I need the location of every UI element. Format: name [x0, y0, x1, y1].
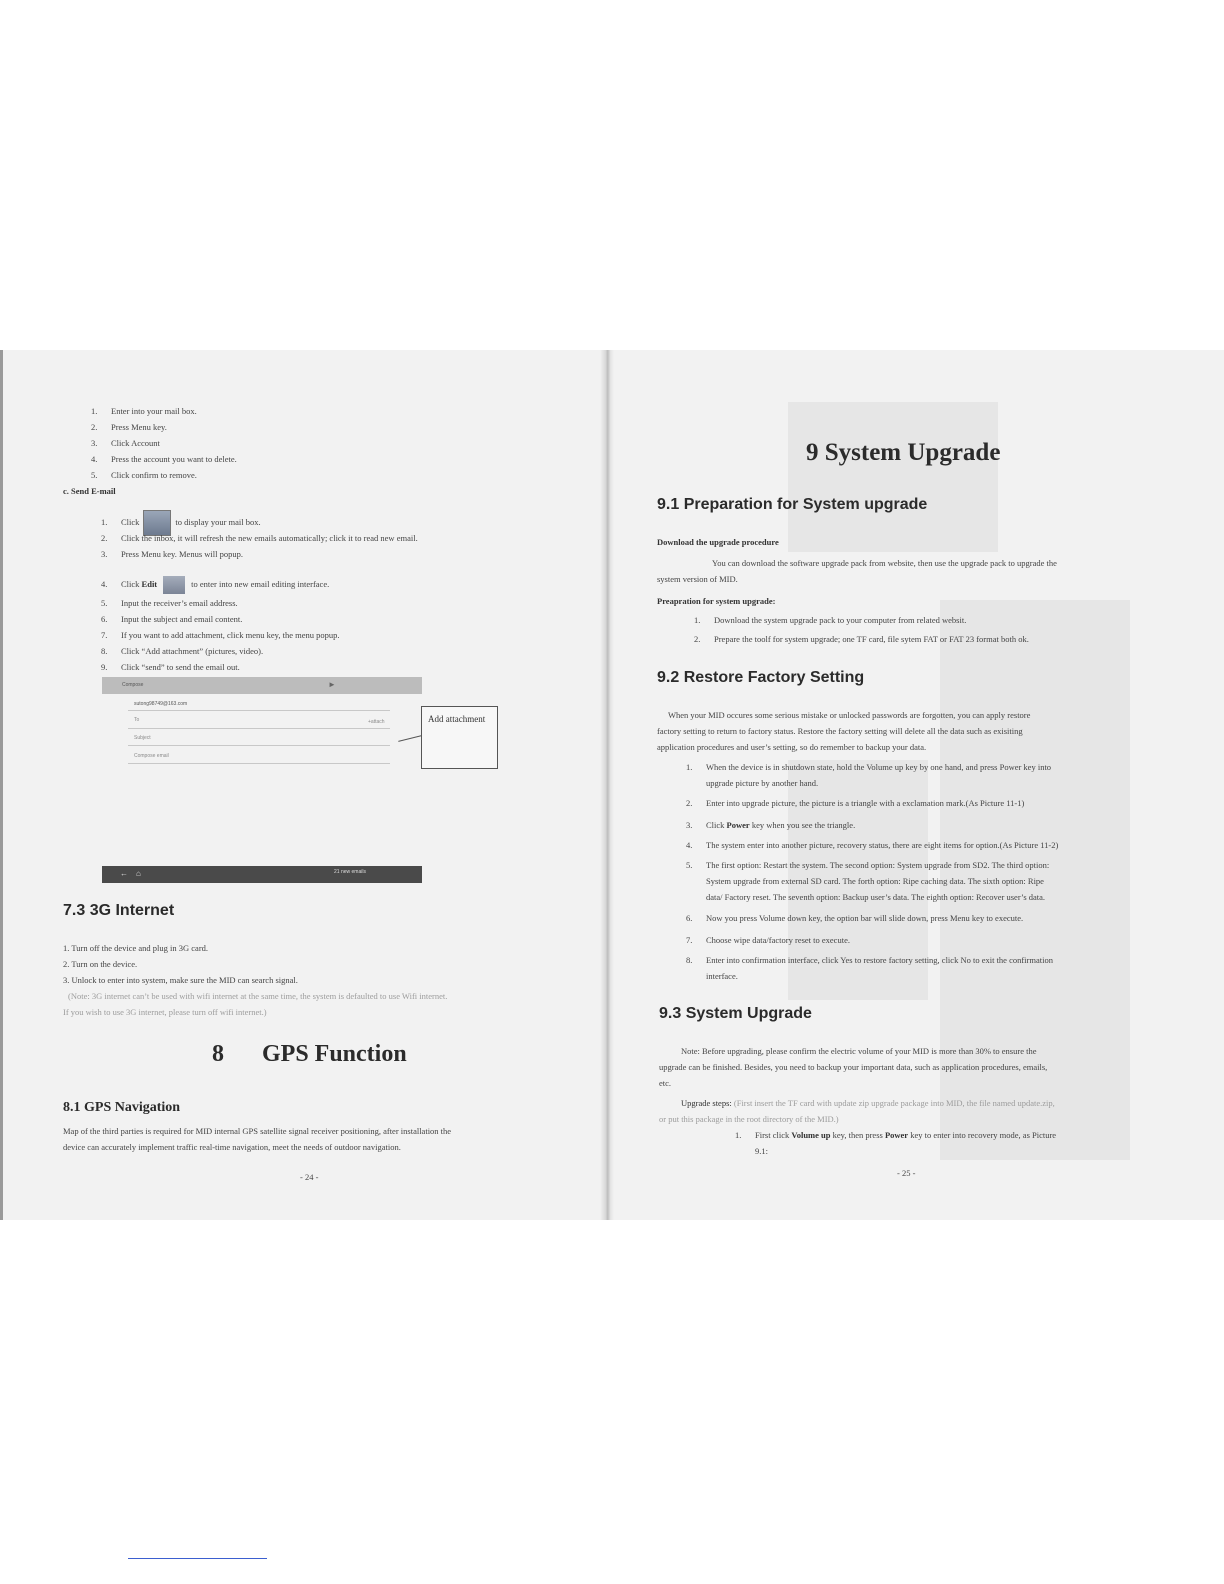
paragraph-line: Note: Before upgrading, please confirm the electric volume of your MID is more than 30% to ensure the — [681, 1046, 1037, 1056]
list-item: 6. Now you press Volume down key, the option bar will slide down, press Menu key to execute. — [686, 913, 1024, 923]
paragraph-line: You can download the software upgrade pack from website, then use the upgrade pack to upgrade the — [712, 558, 1057, 568]
page-number: - 24 - — [300, 1172, 319, 1182]
divider — [128, 728, 390, 729]
list-item: 1. First click Volume up key, then press Power key to enter into recovery mode, as Picture — [735, 1130, 1057, 1140]
list-item: interface. — [706, 971, 738, 981]
home-icon: ⌂ — [136, 869, 141, 878]
list-item: System upgrade from external SD card. The forth option: Ripe caching data. The sixth option: Ripe — [706, 876, 1044, 886]
divider — [128, 763, 390, 764]
list-item: 6. Input the subject and email content. — [101, 614, 243, 624]
section-title: 8.1 GPS Navigation — [63, 1100, 181, 1115]
paragraph-line: or put this package in the root directory of the MID.) — [659, 1114, 839, 1124]
section-title: 9.3 System Upgrade — [659, 1005, 812, 1022]
paragraph-line: factory setting to return to factory status. Restore the factory setting will delete all the data such as exisiting — [657, 726, 1023, 736]
divider — [128, 745, 390, 746]
callout-add-attachment: Add attachment — [421, 706, 498, 769]
paragraph-line: 1. Turn off the device and plug in 3G card. — [63, 943, 209, 953]
paragraph-line: 2. Turn on the device. — [63, 959, 138, 969]
divider — [128, 710, 390, 711]
compose-screenshot-navbar: ← ⌂ 21 new emails — [102, 866, 422, 883]
underline-mark — [128, 1558, 267, 1559]
paragraph-line: When your MID occures some serious mistake or unlocked passwords are forgotten, you can apply restore — [668, 710, 1031, 720]
section-title: 7.3 3G Internet — [63, 902, 175, 919]
paragraph-line: application procedures and user’s setting, so do remember to backup your data. — [657, 742, 927, 752]
page-edge — [0, 350, 3, 1220]
list-item: 7. Choose wipe data/factory reset to execute. — [686, 935, 850, 945]
list-item: 4. The system enter into another picture, recovery status, there are eight items for option.(As Picture 11-2) — [686, 840, 1059, 850]
back-icon: ← — [120, 869, 128, 878]
list-item: 3. Press Menu key. Menus will popup. — [101, 549, 243, 559]
paragraph-line: 3. Unlock to enter into system, make sure the MID can search signal. — [63, 975, 298, 985]
list-item: 5. Input the receiver’s email address. — [101, 598, 238, 608]
subheading: Preapration for system upgrade: — [657, 596, 776, 606]
list-item: 2. Click the inbox, it will refresh the new emails automatically; click it to read new email. — [101, 533, 418, 543]
list-item: 1. Click to display your mail box. — [101, 510, 261, 536]
paragraph-line: Upgrade steps: (First insert the TF card with update zip upgrade package into MID, the file named update.zip, — [681, 1098, 1055, 1108]
list-item: 3. Click Account — [91, 438, 160, 448]
chapter-title: 9 System Upgrade — [806, 439, 1001, 466]
list-item: 5. The first option: Restart the system. The second option: System upgrade from SD2. The third option: — [686, 860, 1050, 870]
list-item: 1. When the device is in shutdown state, hold the Volume up key by one hand, and press Power key into — [686, 762, 1052, 772]
list-item: 2. Press Menu key. — [91, 422, 167, 432]
compose-screenshot-body: sutong98749@163.com To +attach Subject Compose email — [128, 697, 390, 767]
chapter-title: GPS Function — [262, 1041, 407, 1067]
note-line: (Note: 3G internet can’t be used with wifi internet at the same time, the system is defaulted to use Wifi internet. — [68, 991, 448, 1001]
list-item: 3. Click Power key when you see the triangle. — [686, 820, 856, 830]
list-item: 8. Enter into confirmation interface, click Yes to restore factory setting, click No to exit the confirmation — [686, 955, 1053, 965]
paragraph-line: etc. — [659, 1078, 672, 1088]
section-title: 9.1 Preparation for System upgrade — [657, 496, 928, 513]
paragraph-line: device can accurately implement traffic real-time navigation, meet the needs of outdoor navigation. — [63, 1142, 401, 1152]
paragraph-line: Map of the third parties is required for MID internal GPS satellite signal receiver positioning, after installation the — [63, 1126, 452, 1136]
list-item: 1. Download the system upgrade pack to your computer from related websit. — [694, 615, 967, 625]
list-item: 2. Enter into upgrade picture, the picture is a triangle with a exclamation mark.(As Picture 11-1) — [686, 798, 1025, 808]
list-item: 7. If you want to add attachment, click menu key, the menu popup. — [101, 630, 340, 640]
list-item: 8. Click “Add attachment” (pictures, video). — [101, 646, 264, 656]
show-through-block — [788, 402, 1001, 552]
paragraph-line: upgrade can be finished. Besides, you need to backup your important data, such as application procedures, emails, — [659, 1062, 1048, 1072]
compose-screenshot-titlebar: Compose ► — [102, 677, 422, 694]
list-item: 5. Click confirm to remove. — [91, 470, 197, 480]
page-number: - 25 - — [897, 1168, 916, 1178]
list-item: 4. Press the account you want to delete. — [91, 454, 237, 464]
list-item: data/ Factory reset. The seventh option: Backup user’s data. The eighth option: Recover user’s data. — [706, 892, 1046, 902]
note-line: If you wish to use 3G internet, please turn off wifi internet.) — [63, 1007, 267, 1017]
compose-icon — [163, 576, 185, 594]
chapter-number: 8 — [212, 1041, 224, 1067]
subheading-send-email: c. Send E-mail — [63, 486, 116, 496]
subheading: Download the upgrade procedure — [657, 537, 779, 547]
list-item: 4. Click Edit to enter into new email editing interface. — [101, 576, 329, 594]
list-item: 9.1: — [755, 1146, 768, 1156]
list-item: 1. Enter into your mail box. — [91, 406, 197, 416]
paragraph-line: system version of MID. — [657, 574, 738, 584]
send-icon: ► — [328, 680, 336, 689]
list-item: 9. Click “send” to send the email out. — [101, 662, 240, 672]
list-item: 2. Prepare the toolf for system upgrade; one TF card, file sytem FAT or FAT 23 format both ok. — [694, 634, 1029, 644]
book-spine — [600, 350, 614, 1220]
list-item: upgrade picture by another hand. — [706, 778, 819, 788]
section-title: 9.2 Restore Factory Setting — [657, 669, 865, 686]
